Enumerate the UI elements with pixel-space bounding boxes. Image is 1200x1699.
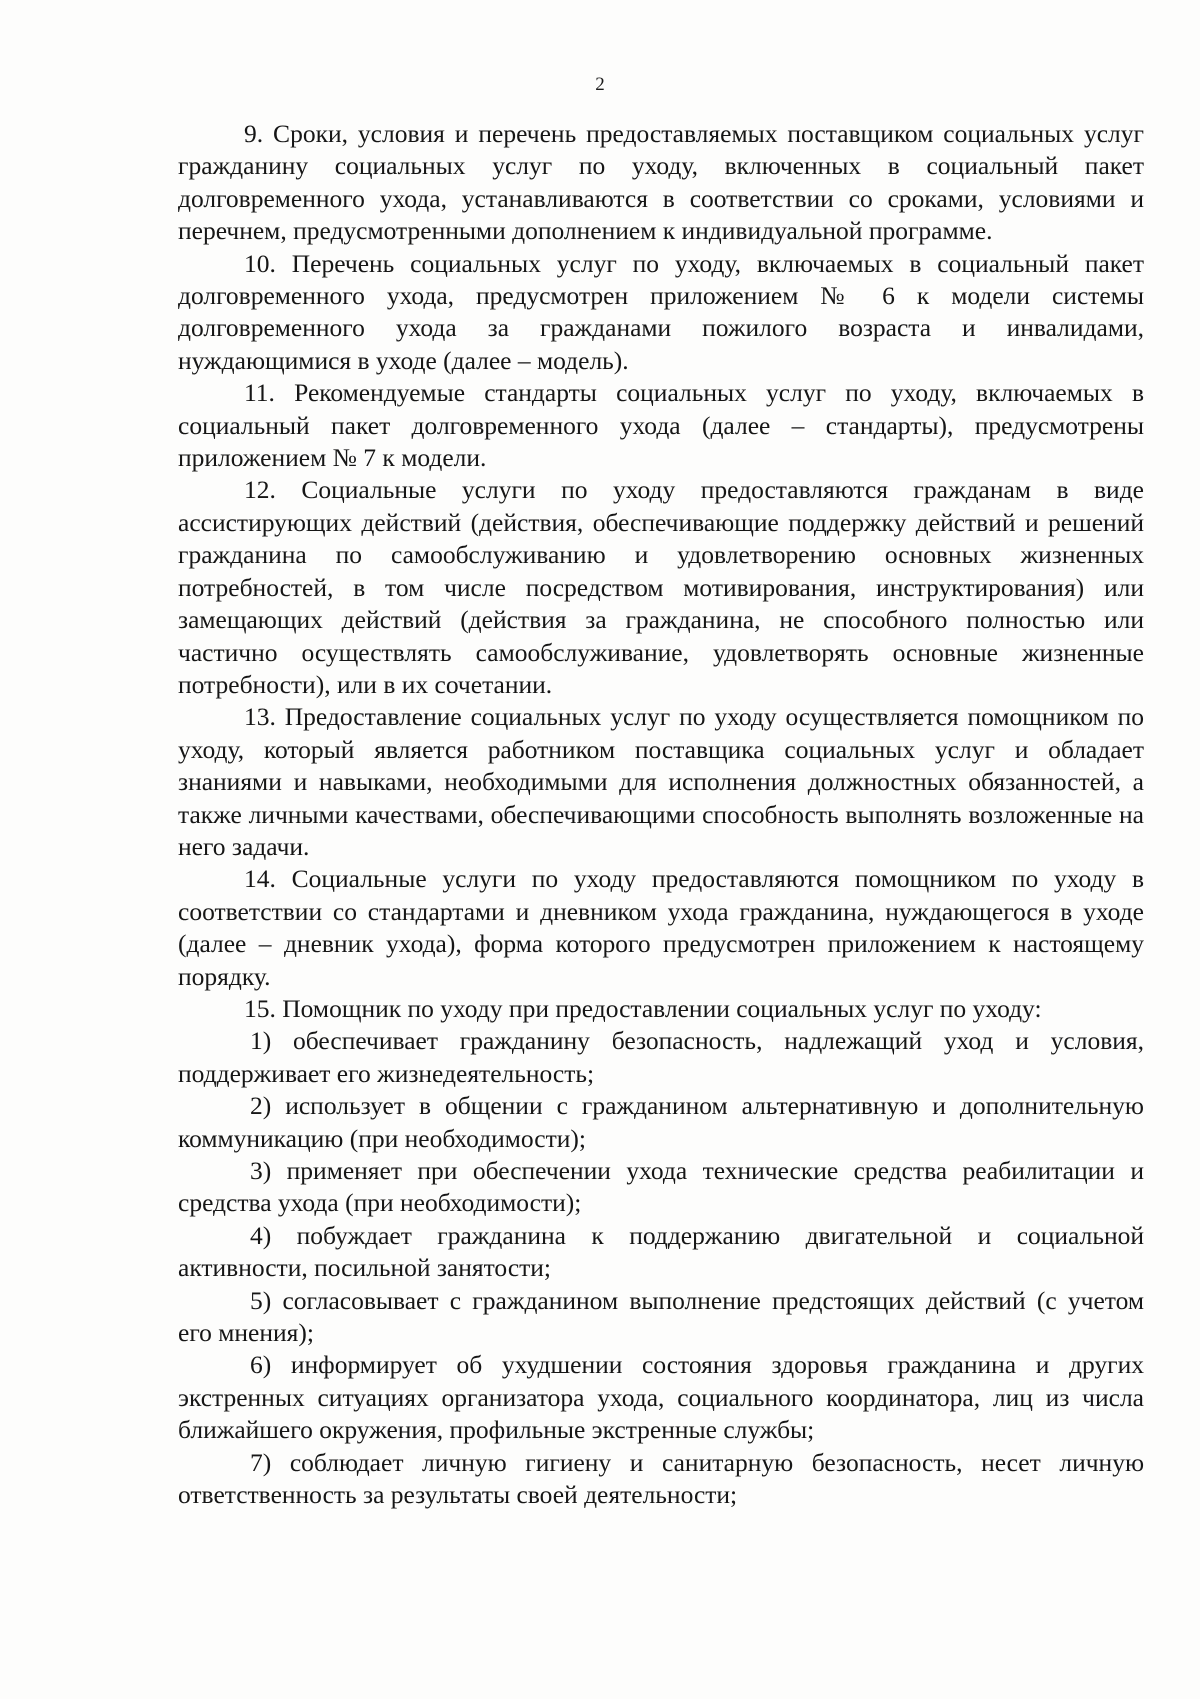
paragraph-14: 14. Социальные услуги по уходу предоставляются помощником по уходу в соответствии со стандартами и дневником ухода гражданина, нуждающегося в уходе (далее – дневник ухода), форма которого предусмотрен приложением к настоящему порядку.: [178, 864, 1144, 991]
list-item-3: 3) применяет при обеспечении ухода технические средства реабилитации и средства ухода (при необходимости);: [178, 1156, 1144, 1218]
paragraph-13: 13. Предоставление социальных услуг по уходу осуществляется помощником по уходу, который является работником поставщика социальных услуг и обладает знаниями и навыками, необходимыми для исполнения должностных обязанностей, а также личными качествами, обеспечивающими способность выполнять возложенные на него задачи.: [178, 702, 1144, 861]
list-item-1: 1) обеспечивает гражданину безопасность, надлежащий уход и условия, поддерживает его жизнедеятельность;: [178, 1026, 1144, 1088]
list-item-7: 7) соблюдает личную гигиену и санитарную безопасность, несет личную ответственность за результаты своей деятельности;: [178, 1447, 1144, 1510]
list-item-4: 4) побуждает гражданина к поддержанию двигательной и социальной активности, посильной занятости;: [178, 1220, 1144, 1283]
page-number: 2: [595, 74, 605, 95]
document-body: [178, 118, 1144, 1511]
paragraph-12: 12. Социальные услуги по уходу предоставляются гражданам в виде ассистирующих действий (действия, обеспечивающие поддержку действий и решений гражданина по самообслуживанию и удовлетворению основных жизненных потребностей, в том числе посредством мотивирования, инструктирования) или замещающих действий (действия за гражданина, не способного полностью или частично осуществлять самообслуживание, удовлетворять основные жизненные потребности), или в их сочетании.: [178, 475, 1144, 699]
list-item-6: 6) информирует об ухудшении состояния здоровья гражданина и других экстренных ситуациях организатора ухода, социального координатора, лиц из числа ближайшего окружения, профильные экстренные службы;: [178, 1350, 1144, 1445]
list-item-5: 5) согласовывает с гражданином выполнение предстоящих действий (с учетом его мнения);: [178, 1285, 1144, 1348]
paragraph-9: 9. Сроки, условия и перечень предоставляемых поставщиком социальных услуг гражданину социальных услуг по уходу, включенных в социальный пакет долговременного ухода, устанавливаются в соответствии со сроками, условиями и перечнем, предусмотренными дополнением к индивидуальной программе.: [178, 119, 1144, 246]
paragraph-10: 10. Перечень социальных услуг по уходу, включаемых в социальный пакет долговременного ухода, предусмотрен приложением № 6 к модели системы долговременного ухода за гражданами пожилого возраста и инвалидами, нуждающимися в уходе (далее – модель).: [178, 248, 1144, 375]
paragraph-11: 11. Рекомендуемые стандарты социальных услуг по уходу, включаемых в социальный пакет долговременного ухода (далее – стандарты), предусмотрены приложением № 7 к модели.: [178, 378, 1144, 473]
list-item-2: 2) использует в общении с гражданином альтернативную и дополнительную коммуникацию (при необходимости);: [178, 1091, 1144, 1153]
paragraph-15: 15. Помощник по уходу при предоставлении социальных услуг по уходу:: [244, 993, 1042, 1023]
